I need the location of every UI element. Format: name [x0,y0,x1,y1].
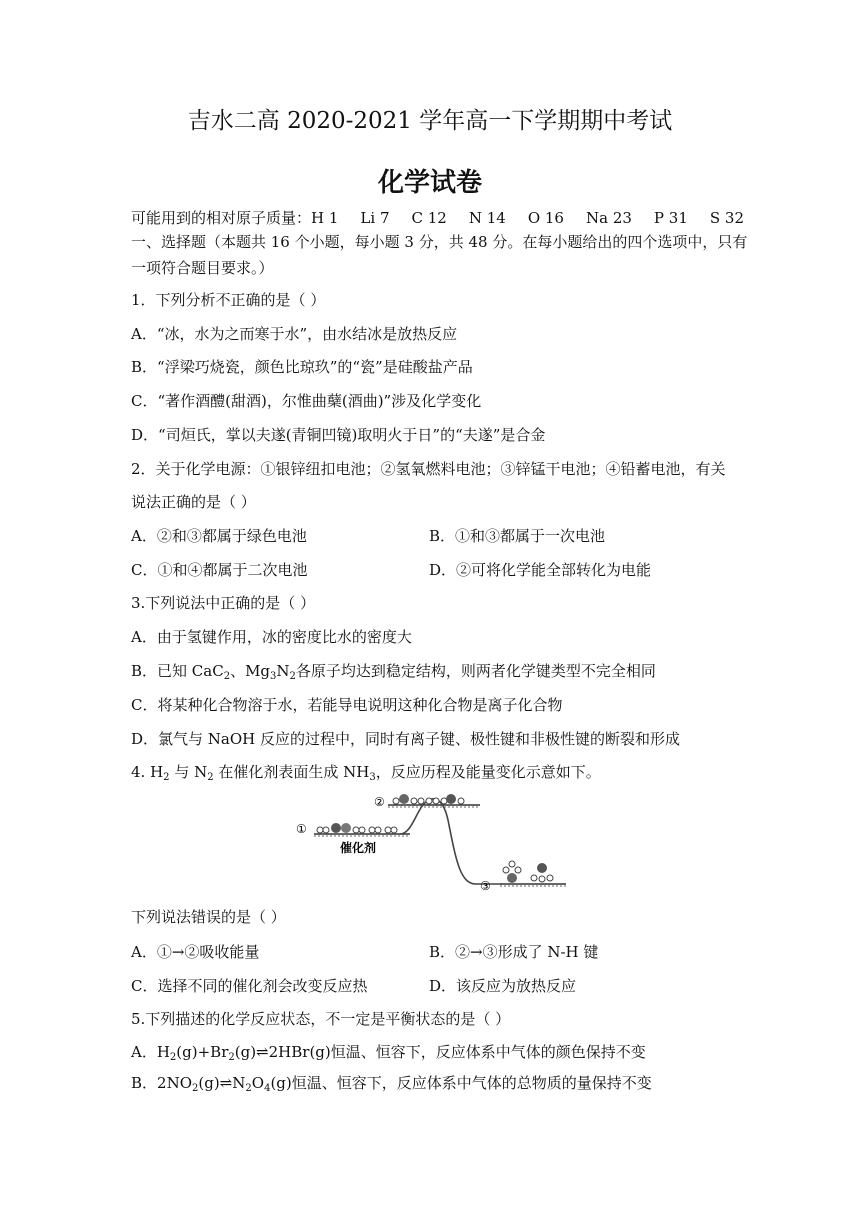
reaction-energy-diagram [290,790,580,900]
q3-option-b: B．已知 CaC$_2$、$Mg_3N_2$各原子均达到稳定结构，则两者化学键类型不完全相同 [131,662,656,682]
atomic-mass-prefix: 可能用到的相对原子质量： [131,209,312,227]
q1-option-d: D．“司烜氏，掌以夫遂(青铜凹镜)取明火于日”的“夫遂”是合金 [131,426,546,444]
atomic-mass-item: C 12 [411,209,447,227]
atomic-mass-item: Li 7 [360,209,390,227]
q1-option-a: A．“冰，水为之而寒于水”，由水结冰是放热反应 [131,325,458,343]
q4-option-c: C．选择不同的催化剂会改变反应热 [131,977,368,995]
q4-option-a: A．①→②吸收能量 [131,943,260,961]
q2-option-a: A．②和③都属于绿色电池 [131,527,307,545]
atomic-mass-item: S 32 [709,209,745,227]
exam-title: 吉水二高 2020-2021 学年高一下学期期中考试 [187,108,673,134]
q5-option-b: B．$2NO_2(g)\rightleftharpoons N_2O_4(g)$恒温、恒容下，反应体系中气体的总物质的量保持不变 [131,1074,652,1094]
q2-option-c: C．①和④都属于二次电池 [131,561,308,579]
q2-stem-line1: 2．关于化学电源：①银锌纽扣电池；②氢氧燃料电池；③锌锰干电池；④铅蓄电池，有关 [131,460,726,478]
q2-option-b: B．①和③都属于一次电池 [429,527,606,545]
q1-option-c: C．“著作酒醴(甜酒)，尔惟曲蘖(酒曲)”涉及化学变化 [131,392,482,410]
q4-option-d: D．该反应为放热反应 [429,977,577,995]
q1-stem: 1．下列分析不正确的是（ ） [131,291,326,309]
state-label-1: ① [296,822,307,836]
atomic-mass-item: H 1 [311,209,339,227]
atomic-mass-line [131,208,766,228]
product-molecules [503,861,553,883]
catalyst-label: 催化剂 [340,841,377,855]
atomic-mass-item: O 16 [527,209,564,227]
adsorbed-molecules [393,794,464,804]
atomic-mass-item: P 31 [653,209,688,227]
q5-option-a: A．$H_2(g)+Br_2(g)\rightleftharpoons 2HBr(g)$恒温、恒容下，反应体系中气体的颜色保持不变 [131,1043,646,1063]
exam-subtitle: 化学试卷 [377,168,482,198]
reactant-molecules [317,823,397,833]
q3-option-c: C．将某种化合物溶于水，若能导电说明这种化合物是离子化合物 [131,696,563,714]
section-heading-line1: 一、选择题（本题共 16 个小题，每小题 3 分，共 48 分。在每小题给出的四个选项中，只有 [131,233,748,251]
atomic-mass-item: N 14 [468,209,506,227]
atomic-mass-item: Na 23 [585,209,632,227]
q3-option-d: D．氯气与 NaOH 反应的过程中，同时有离子键、极性键和非极性键的断裂和形成 [131,730,681,748]
q4-stem2: 下列说法错误的是（ ） [131,908,286,926]
q4-stem: 4. $H_2$ 与 $N_2$ 在催化剂表面生成 $NH_3$，反应历程及能量变化示意如下。 [131,763,601,783]
q4-option-b: B．②→③形成了 N-H 键 [429,943,599,961]
state-label-3: ③ [480,879,491,893]
q3-option-a: A．由于氢键作用，冰的密度比水的密度大 [131,628,412,646]
section-heading-line2: 一项符合题目要求。） [131,259,274,277]
q3-stem: 3.下列说法中正确的是（ ） [131,594,316,612]
q2-option-d: D．②可将化学能全部转化为电能 [429,561,652,579]
state-label-2: ② [374,795,385,809]
q1-option-b: B．“浮梁巧烧瓷，颜色比琼玖”的“瓷”是硅酸盐产品 [131,358,473,376]
q2-stem-line2: 说法正确的是（ ） [131,493,256,511]
q5-stem: 5.下列描述的化学反应状态，不一定是平衡状态的是（ ） [131,1010,511,1028]
